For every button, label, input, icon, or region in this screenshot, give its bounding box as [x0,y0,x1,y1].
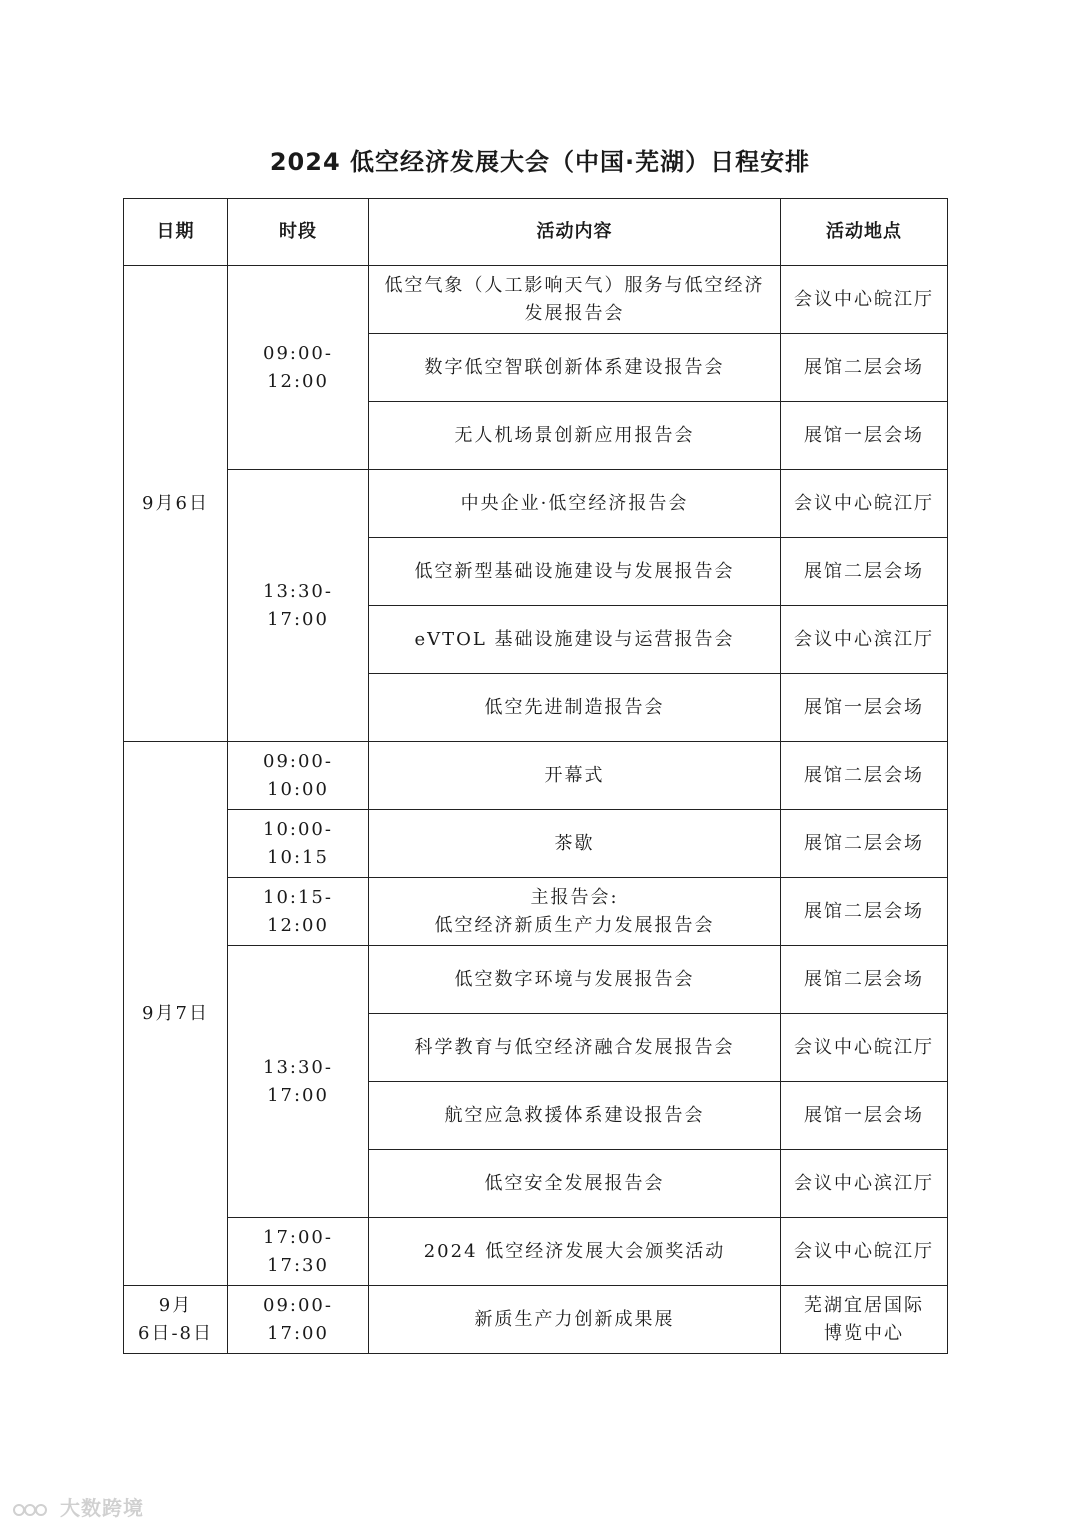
location-cell: 展馆一层会场 [781,1082,948,1150]
activity-cell: 低空新型基础设施建设与发展报告会 [369,538,781,606]
location-cell: 会议中心皖江厅 [781,266,948,334]
watermark [12,1492,144,1521]
table-row [124,470,948,538]
date-cell: 9月7日 [124,742,228,1286]
activity-cell: 2024 低空经济发展大会颁奖活动 [369,1218,781,1286]
activity-cell: 中央企业·低空经济报告会 [369,470,781,538]
table-row [124,946,948,1014]
table-row [124,742,948,810]
time-cell: 09:00-10:00 [228,742,369,810]
time-cell: 09:00-17:00 [228,1286,369,1354]
table-row [124,266,948,334]
activity-cell: 低空数字环境与发展报告会 [369,946,781,1014]
activity-cell: 无人机场景创新应用报告会 [369,402,781,470]
table-row [124,878,948,946]
header-activity: 活动内容 [369,199,781,266]
activity-cell: 低空安全发展报告会 [369,1150,781,1218]
location-cell: 会议中心皖江厅 [781,470,948,538]
watermark-logo-icon [12,1501,48,1519]
date-cell [124,1286,228,1354]
location-cell: 展馆一层会场 [781,674,948,742]
location-cell: 展馆二层会场 [781,810,948,878]
page-title: 2024 低空经济发展大会（中国·芜湖）日程安排 [269,148,811,176]
header-time: 时段 [228,199,369,266]
location-cell: 会议中心皖江厅 [781,1218,948,1286]
time-cell: 10:00-10:15 [228,810,369,878]
location-cell: 展馆二层会场 [781,334,948,402]
location-cell: 会议中心皖江厅 [781,1014,948,1082]
time-cell: 17:00-17:30 [228,1218,369,1286]
location-cell: 展馆二层会场 [781,742,948,810]
time-cell: 10:15-12:00 [228,878,369,946]
location-line: 芜湖宜居国际 [804,1294,924,1316]
schedule-table [123,198,948,1354]
time-cell: 13:30-17:00 [228,946,369,1218]
date-line: 9月 [158,1294,193,1316]
location-cell: 会议中心滨江厅 [781,1150,948,1218]
location-cell: 会议中心滨江厅 [781,606,948,674]
header-location: 活动地点 [781,199,948,266]
activity-cell: 数字低空智联创新体系建设报告会 [369,334,781,402]
watermark-text: 大数跨境 [59,1496,144,1520]
table-row [124,1286,948,1354]
table-header-row [124,199,948,266]
location-cell: 展馆一层会场 [781,402,948,470]
activity-cell: 科学教育与低空经济融合发展报告会 [369,1014,781,1082]
date-line: 6日-8日 [138,1322,213,1344]
table-row [124,810,948,878]
activity-cell [369,878,781,946]
location-cell: 展馆二层会场 [781,538,948,606]
activity-cell: 开幕式 [369,742,781,810]
activity-cell: 低空气象（人工影响天气）服务与低空经济发展报告会 [369,266,781,334]
activity-cell: 航空应急救援体系建设报告会 [369,1082,781,1150]
activity-line: 低空经济新质生产力发展报告会 [434,914,715,936]
location-cell: 展馆二层会场 [781,878,948,946]
activity-cell: 茶歇 [369,810,781,878]
activity-cell: 新质生产力创新成果展 [369,1286,781,1354]
time-cell: 09:00-12:00 [228,266,369,470]
activity-cell: eVTOL 基础设施建设与运营报告会 [369,606,781,674]
table-row [124,1218,948,1286]
time-cell: 13:30-17:00 [228,470,369,742]
date-cell: 9月6日 [124,266,228,742]
activity-line: 主报告会: [530,886,619,908]
activity-cell: 低空先进制造报告会 [369,674,781,742]
location-cell: 展馆二层会场 [781,946,948,1014]
location-line: 博览中心 [824,1322,904,1344]
header-date: 日期 [124,199,228,266]
location-cell [781,1286,948,1354]
